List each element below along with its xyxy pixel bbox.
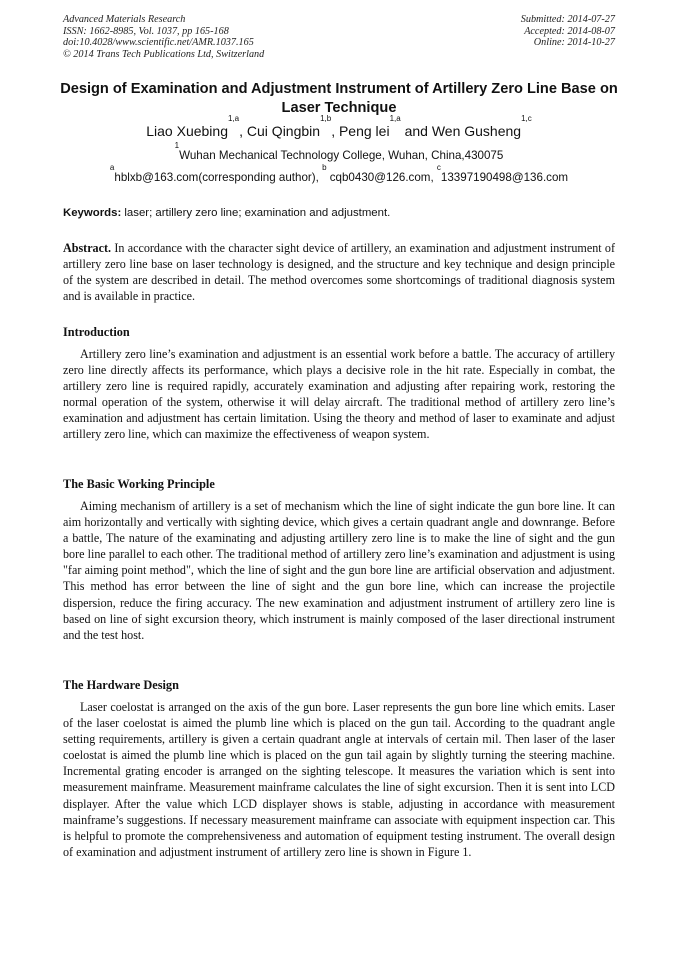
online-date: Online: 2014-10-27: [533, 37, 615, 49]
affiliation-text: Wuhan Mechanical Technology College, Wuhan, China,430075: [179, 149, 504, 162]
author-affiliation-mark: 1,b: [320, 114, 332, 123]
journal-name: Advanced Materials Research: [63, 14, 186, 25]
section-body-hardware-design: Laser coelostat is arranged on the axis of the gun bore. Laser represents the gun bore line which emits. Laser of the laser coelostat is aimed the plumb line which is placed on the gun tail. According to the quadrant angle setting requirements, artillery is given a certain quadrant angle at intervals of certain mil. Then laser of the laser coelostat is aimed the plumb line which is placed on the gun tail again by slightly turning the steering machine. Incremental grating encoder is arranged on the sighting telescope. It measures the variation which is sent into measurement mainframe. Measurement mainframe calculates the line of sight excursion. Then it is sent into LCD displayer. After the value which LCD displayer shows is stable, adjusting in accordance with measurement mainframe’s suggestions. If necessary measurement mainframe can associate with equipment inspection car. This is helpful to promote the comprehensiveness and automation of equipment testing instrument. The overall design of examination and adjustment instrument of artillery zero line is shown in Figure 1.: [63, 700, 615, 859]
author-affiliation-mark: 1,a: [389, 114, 401, 123]
section-heading-hardware-design: The Hardware Design: [63, 678, 179, 692]
journal-info: [63, 14, 264, 60]
section-heading-introduction: Introduction: [63, 325, 130, 339]
email-a: hblxb@163.com(corresponding author),: [114, 171, 323, 184]
section-heading-working-principle: The Basic Working Principle: [63, 477, 215, 491]
author-name: Peng lei: [338, 123, 390, 139]
section-body-introduction: Artillery zero line’s examination and adjustment is an essential work before a battle. The accuracy of artillery zero line directly affects its performance, which plays a decisive role in the hit rate. Especially in combat, the artillery zero line is required rapidly, accurately examination and adjusting after repairing work, restoring the normal operation of the system, otherwise it will delay aircraft. The traditional method of artillery zero line’s examination and adjustment has certain limitation. Using the theory and method of laser to examinate and adjust artillery zero line, which can maximize the effectiveness of weapon system.: [63, 347, 615, 442]
journal-issn: ISSN: 1662-8985, Vol. 1037, pp 165-168: [63, 25, 229, 37]
author-name: Liao Xuebing: [146, 123, 228, 139]
affiliation: $^1$Wuhan Mechanical Technology College, Wuhan, China,430075: [174, 141, 504, 162]
author-emails: $^a$hblxb@163.com(corresponding author), $^b$ cqb0430@126.com, $^c$13397190498@136.com: [109, 163, 569, 184]
publication-dates: [521, 14, 615, 49]
section-body-working-principle: Aiming mechanism of artillery is a set of mechanism which the line of sight indicate the gun bore line. It can aim horizontally and vertically with sighting device, which gives a certain quadrant angle and downrange. Before a battle, The nature of the examinating and adjusting artillery zero line is to make the line of sight and the gun bore line parallel to each other. The traditional method of artillery zero line’s examination and adjustment is using "far aiming point method", which the line of sight and the gun bore line are artificial observation and adjustment. This method has error between the line of sight and the gun bore line, which can increase the projectile dispersion, reduce the firing accuracy. The new examination and adjustment instrument of artillery zero line is based on line of sight excursion theory, which instrument is mainly composed of the laser directional instrument and the test host.: [63, 499, 615, 642]
abstract: [63, 240, 615, 304]
abstract-text: In accordance with the character sight device of artillery, an examination and adjustment instrument of artillery zero line base on laser technology is designed, and the structure and key technique and design principle of the system are described in detail. The method overcomes some shortcomings of traditional diagnosis system and is available in practice.: [63, 241, 615, 304]
author-name: Wen Gusheng: [431, 123, 522, 139]
email-c: 13397190498@136.com: [440, 171, 569, 184]
keywords: [63, 206, 390, 220]
author-affiliation-mark: 1,c: [521, 114, 532, 123]
email-b: cqb0430@126.com,: [326, 171, 437, 184]
journal-copyright: © 2014 Trans Tech Publications Ltd, Switzerland: [63, 48, 265, 60]
keywords-label: Keywords:: [63, 207, 122, 219]
abstract-label: Abstract.: [63, 241, 112, 255]
paper-title: Design of Examination and Adjustment Instrument of Artillery Zero Line Base on Laser Technique: [60, 81, 618, 116]
keywords-text: laser; artillery zero line; examination and adjustment.: [121, 207, 391, 219]
submitted-date: Submitted: 2014-07-27: [520, 14, 615, 25]
accepted-date: Accepted: 2014-08-07: [524, 25, 615, 37]
author-list: Liao Xuebing$^{1,a}$, Cui Qingbin$^{1,b}$, Peng lei$^{1,a}$ and Wen Gusheng$^{1,c}$: [146, 114, 532, 139]
journal-doi: doi:10.4028/www.scientific.net/AMR.1037.165: [63, 37, 254, 49]
author-name: Cui Qingbin: [246, 123, 321, 139]
author-affiliation-mark: 1,a: [228, 114, 240, 123]
